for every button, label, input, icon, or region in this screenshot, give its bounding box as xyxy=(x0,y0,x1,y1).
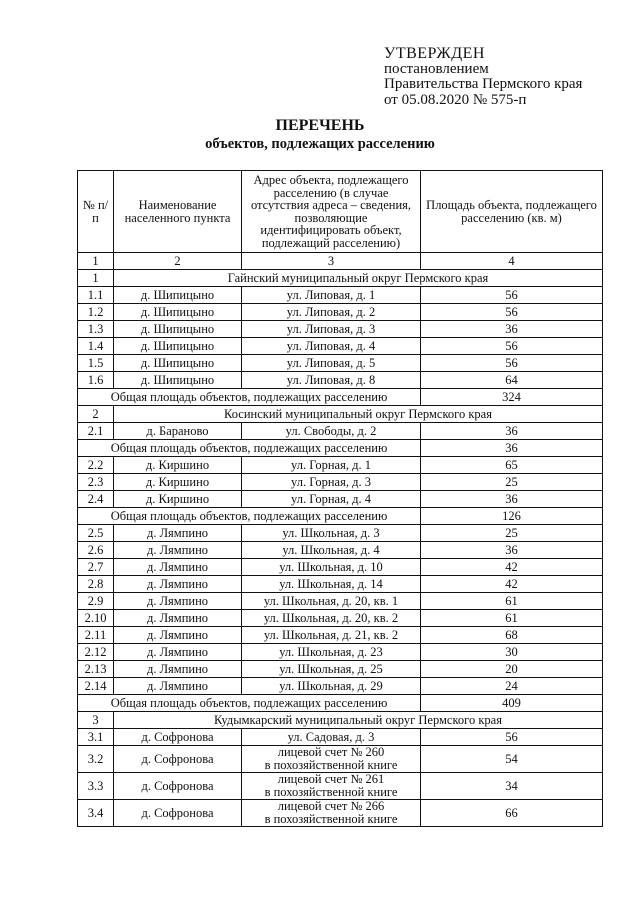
row-number: 1.1 xyxy=(78,287,114,304)
object-address: ул. Школьная, д. 20, кв. 1 xyxy=(242,593,421,610)
settlement-name: д. Лямпино xyxy=(114,542,242,559)
table-row xyxy=(78,610,603,627)
table-row xyxy=(78,661,603,678)
row-number: 2.2 xyxy=(78,457,114,474)
settlement-name: д. Лямпино xyxy=(114,627,242,644)
document-subtitle: объектов, подлежащих расселению xyxy=(205,136,435,152)
settlement-name: д. Лямпино xyxy=(114,525,242,542)
total-value: 36 xyxy=(421,440,603,457)
table-row xyxy=(78,287,603,304)
table-row xyxy=(78,773,603,800)
object-area: 56 xyxy=(421,355,603,372)
object-area: 25 xyxy=(421,474,603,491)
table-row xyxy=(78,338,603,355)
settlement-name: д. Лямпино xyxy=(114,559,242,576)
header-area: Площадь объекта, подлежащего расселению (кв. м) xyxy=(421,171,603,253)
object-area: 56 xyxy=(421,304,603,321)
object-address xyxy=(242,800,421,827)
table-row xyxy=(78,304,603,321)
object-area: 36 xyxy=(421,542,603,559)
table-body xyxy=(78,270,603,827)
row-number: 3.1 xyxy=(78,729,114,746)
section-row xyxy=(78,406,603,423)
object-address: ул. Школьная, д. 20, кв. 2 xyxy=(242,610,421,627)
settlement-name: д. Софронова xyxy=(114,773,242,800)
settlement-name: д. Лямпино xyxy=(114,678,242,695)
total-label: Общая площадь объектов, подлежащих расселению xyxy=(78,695,421,712)
object-address: ул. Свободы, д. 2 xyxy=(242,423,421,440)
section-number: 3 xyxy=(78,712,114,729)
table-row xyxy=(78,372,603,389)
column-number: 2 xyxy=(114,253,242,270)
total-value: 126 xyxy=(421,508,603,525)
settlement-name: д. Лямпино xyxy=(114,593,242,610)
settlement-name: д. Лямпино xyxy=(114,576,242,593)
table-row xyxy=(78,729,603,746)
row-number: 2.14 xyxy=(78,678,114,695)
table-row xyxy=(78,800,603,827)
table-row xyxy=(78,576,603,593)
row-number: 2.11 xyxy=(78,627,114,644)
row-number: 1.5 xyxy=(78,355,114,372)
column-numbers-row xyxy=(78,253,603,270)
row-number: 2.5 xyxy=(78,525,114,542)
settlement-name: д. Лямпино xyxy=(114,661,242,678)
object-area: 24 xyxy=(421,678,603,695)
total-row xyxy=(78,440,603,457)
table-row xyxy=(78,457,603,474)
row-number: 2.8 xyxy=(78,576,114,593)
section-number: 1 xyxy=(78,270,114,287)
column-number: 1 xyxy=(78,253,114,270)
row-number: 2.12 xyxy=(78,644,114,661)
settlement-name: д. Софронова xyxy=(114,746,242,773)
object-address: ул. Липовая, д. 4 xyxy=(242,338,421,355)
row-number: 2.13 xyxy=(78,661,114,678)
object-address: ул. Школьная, д. 4 xyxy=(242,542,421,559)
object-area: 36 xyxy=(421,423,603,440)
row-number: 3.2 xyxy=(78,746,114,773)
row-number: 2.6 xyxy=(78,542,114,559)
table-row xyxy=(78,542,603,559)
approval-date: от 05.08.2020 № 575-п xyxy=(384,91,527,108)
table-row xyxy=(78,474,603,491)
object-area: 66 xyxy=(421,800,603,827)
settlement-name: д. Шипицыно xyxy=(114,355,242,372)
settlement-name: д. Лямпино xyxy=(114,610,242,627)
section-row xyxy=(78,270,603,287)
object-address: ул. Липовая, д. 5 xyxy=(242,355,421,372)
object-address: ул. Школьная, д. 10 xyxy=(242,559,421,576)
table-row xyxy=(78,627,603,644)
object-area: 68 xyxy=(421,627,603,644)
document-title: ПЕРЕЧЕНЬ xyxy=(275,117,365,134)
object-area: 42 xyxy=(421,559,603,576)
settlement-name: д. Софронова xyxy=(114,800,242,827)
header-settlement: Наименование населенного пункта xyxy=(114,171,242,253)
object-address: ул. Горная, д. 1 xyxy=(242,457,421,474)
object-area: 36 xyxy=(421,321,603,338)
column-number: 4 xyxy=(421,253,603,270)
table-row xyxy=(78,746,603,773)
settlement-name: д. Киршино xyxy=(114,491,242,508)
header-num: № п/п xyxy=(78,171,114,253)
settlement-name: д. Шипицыно xyxy=(114,287,242,304)
objects-table xyxy=(77,170,603,827)
row-number: 1.4 xyxy=(78,338,114,355)
total-label: Общая площадь объектов, подлежащих расселению xyxy=(78,440,421,457)
object-address: ул. Школьная, д. 21, кв. 2 xyxy=(242,627,421,644)
object-address: ул. Школьная, д. 14 xyxy=(242,576,421,593)
total-value: 324 xyxy=(421,389,603,406)
row-number: 3.4 xyxy=(78,800,114,827)
section-name: Кудымкарский муниципальный округ Пермского края xyxy=(114,712,603,729)
object-area: 56 xyxy=(421,338,603,355)
row-number: 2.4 xyxy=(78,491,114,508)
object-address: ул. Липовая, д. 3 xyxy=(242,321,421,338)
table-row xyxy=(78,355,603,372)
row-number: 2.7 xyxy=(78,559,114,576)
table-header-row xyxy=(78,171,603,253)
object-area: 56 xyxy=(421,287,603,304)
object-area: 34 xyxy=(421,773,603,800)
table-row xyxy=(78,644,603,661)
settlement-name: д. Софронова xyxy=(114,729,242,746)
total-row xyxy=(78,508,603,525)
total-row xyxy=(78,389,603,406)
column-number: 3 xyxy=(242,253,421,270)
settlement-name: д. Лямпино xyxy=(114,644,242,661)
table-row xyxy=(78,423,603,440)
object-address: ул. Липовая, д. 1 xyxy=(242,287,421,304)
header-address: Адрес объекта, подлежащего расселению (в случае отсутствия адреса – сведения, позволяющие идентифицировать объект, подлежащий расселению) xyxy=(242,171,421,253)
settlement-name: д. Киршино xyxy=(114,474,242,491)
table-row xyxy=(78,678,603,695)
table-row xyxy=(78,321,603,338)
object-address: ул. Школьная, д. 3 xyxy=(242,525,421,542)
settlement-name: д. Шипицыно xyxy=(114,338,242,355)
address-line: в похозяйственной книге xyxy=(264,785,398,799)
object-address xyxy=(242,746,421,773)
object-area: 20 xyxy=(421,661,603,678)
object-area: 56 xyxy=(421,729,603,746)
total-label: Общая площадь объектов, подлежащих расселению xyxy=(78,389,421,406)
table-row xyxy=(78,593,603,610)
settlement-name: д. Шипицыно xyxy=(114,304,242,321)
object-address: ул. Липовая, д. 2 xyxy=(242,304,421,321)
section-name: Косинский муниципальный округ Пермского края xyxy=(114,406,603,423)
object-area: 42 xyxy=(421,576,603,593)
object-area: 64 xyxy=(421,372,603,389)
row-number: 1.2 xyxy=(78,304,114,321)
object-address: ул. Школьная, д. 25 xyxy=(242,661,421,678)
section-row xyxy=(78,712,603,729)
total-label: Общая площадь объектов, подлежащих расселению xyxy=(78,508,421,525)
approval-line: постановлением xyxy=(384,60,489,77)
address-line: лицевой счет № 260 xyxy=(277,745,385,759)
section-number: 2 xyxy=(78,406,114,423)
settlement-name: д. Шипицыно xyxy=(114,321,242,338)
address-line: в похозяйственной книге xyxy=(264,812,398,826)
row-number: 2.10 xyxy=(78,610,114,627)
object-area: 25 xyxy=(421,525,603,542)
object-area: 36 xyxy=(421,491,603,508)
total-row xyxy=(78,695,603,712)
object-address: ул. Садовая, д. 3 xyxy=(242,729,421,746)
settlement-name: д. Бараново xyxy=(114,423,242,440)
row-number: 3.3 xyxy=(78,773,114,800)
total-value: 409 xyxy=(421,695,603,712)
address-line: в похозяйственной книге xyxy=(264,758,398,772)
row-number: 2.9 xyxy=(78,593,114,610)
object-address xyxy=(242,773,421,800)
row-number: 1.3 xyxy=(78,321,114,338)
address-line: лицевой счет № 261 xyxy=(277,772,385,786)
table-row xyxy=(78,491,603,508)
object-area: 65 xyxy=(421,457,603,474)
object-address: ул. Горная, д. 3 xyxy=(242,474,421,491)
approval-stamp xyxy=(384,46,582,108)
row-number: 2.1 xyxy=(78,423,114,440)
approval-heading: УТВЕРЖДЕН xyxy=(384,45,485,62)
object-address: ул. Липовая, д. 8 xyxy=(242,372,421,389)
section-name: Гайнский муниципальный округ Пермского края xyxy=(114,270,603,287)
row-number: 1.6 xyxy=(78,372,114,389)
table-row xyxy=(78,525,603,542)
object-area: 61 xyxy=(421,593,603,610)
object-area: 30 xyxy=(421,644,603,661)
settlement-name: д. Шипицыно xyxy=(114,372,242,389)
object-area: 54 xyxy=(421,746,603,773)
row-number: 2.3 xyxy=(78,474,114,491)
address-line: лицевой счет № 266 xyxy=(277,799,385,813)
object-address: ул. Школьная, д. 23 xyxy=(242,644,421,661)
approval-line: Правительства Пермского края xyxy=(384,76,583,92)
settlement-name: д. Киршино xyxy=(114,457,242,474)
object-address: ул. Горная, д. 4 xyxy=(242,491,421,508)
object-area: 61 xyxy=(421,610,603,627)
object-address: ул. Школьная, д. 29 xyxy=(242,678,421,695)
table-row xyxy=(78,559,603,576)
